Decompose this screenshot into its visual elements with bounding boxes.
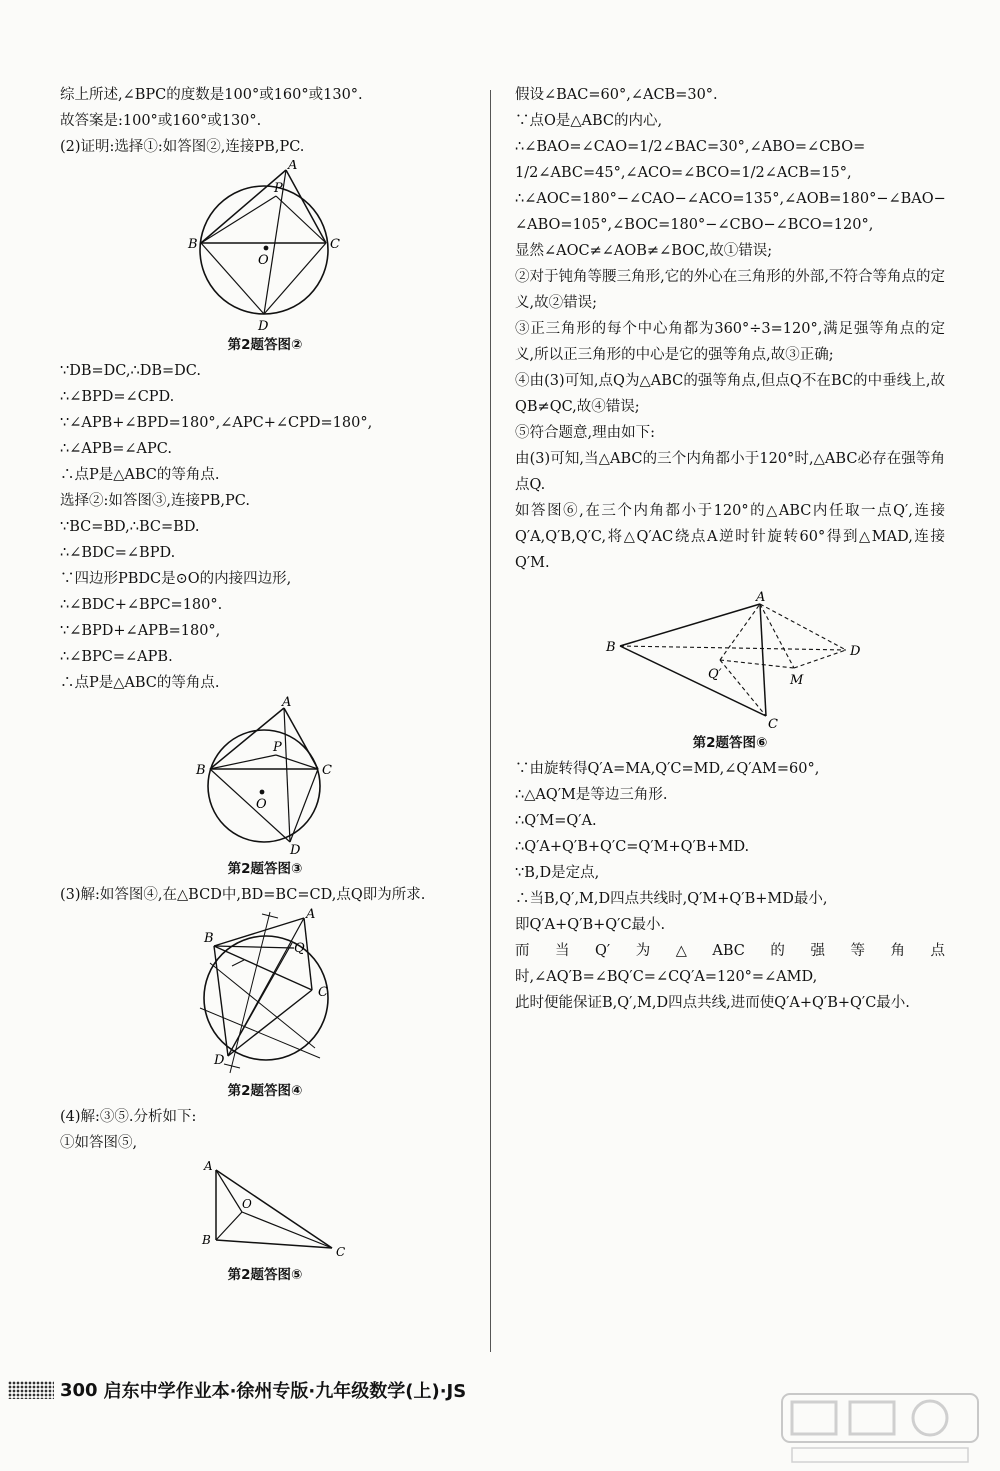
figure-2 — [170, 160, 360, 332]
text-line: ∴Q′A+Q′B+Q′C=Q′M+Q′B+MD. — [515, 839, 750, 855]
label-B: B — [606, 640, 616, 655]
page-footer — [8, 1373, 466, 1407]
label-C: C — [318, 985, 328, 1000]
label-C: C — [330, 237, 340, 252]
left-column — [60, 82, 470, 1288]
text-line: ∴△AQ′M是等边三角形. — [515, 787, 668, 803]
text-line: ∵∠BPD+∠APB=180°, — [60, 623, 221, 639]
label-O: O — [258, 253, 269, 268]
text-line: 故答案是:100°或160°或130°. — [60, 113, 262, 129]
text-line: 假设∠BAC=60°,∠ACB=30°. — [515, 87, 718, 103]
text-line: ①如答图⑤, — [60, 1135, 138, 1151]
label-C: C — [322, 763, 332, 778]
text-paragraph: ④由(3)可知,点Q为△ABC的强等角点,但点Q不在BC的中垂线上,故QB≠QC,故④错误; — [515, 373, 945, 415]
label-O: O — [256, 797, 267, 812]
text-line: ∵∠APB+∠BPD=180°,∠APC+∠CPD=180°, — [60, 415, 373, 431]
text-paragraph: 由(3)可知,当△ABC的三个内角都小于120°时,△ABC必存在强等角点Q. — [515, 451, 945, 493]
book-title: 启东中学作业本·徐州专版·九年级数学(上)·JS — [103, 1381, 467, 1402]
label-A: A — [204, 1159, 213, 1173]
label-D: D — [214, 1053, 225, 1068]
label-B: B — [196, 763, 206, 778]
text-paragraph: 而当Q′为△ABC的强等角点时,∠AQ′B=∠BQ′C=∠CQ′A=120°=∠AMD, — [515, 943, 945, 985]
label-B: B — [204, 931, 214, 946]
text-line: (4)解:③⑤.分析如下: — [60, 1109, 197, 1125]
column-divider — [490, 90, 491, 1352]
figure-6 — [580, 590, 880, 730]
text-line: (2)证明:选择①:如答图②,连接PB,PC. — [60, 139, 305, 155]
label-P: P — [274, 181, 283, 196]
text-paragraph: ②对于钝角等腰三角形,它的外心在三角形的外部,不符合等角点的定义,故②错误; — [515, 269, 945, 311]
label-A: A — [756, 590, 766, 605]
text-paragraph: ③正三角形的每个中心角都为360°÷3=120°,满足强等角点的定义,所以正三角形的中心是它的强等角点,故③正确; — [515, 321, 945, 363]
text-line: ∵四边形PBDC是⊙O的内接四边形, — [60, 571, 292, 587]
text-line: 即Q′A+Q′B+Q′C最小. — [515, 917, 666, 933]
text-line: ∵由旋转得Q′A=MA,Q′C=MD,∠Q′AM=60°, — [515, 761, 820, 777]
text-paragraph: 此时便能保证B,Q′,M,D四点共线,进而使Q′A+Q′B+Q′C最小. — [515, 995, 910, 1011]
text-line: ∴Q′M=Q′A. — [515, 813, 597, 829]
label-D: D — [258, 319, 269, 332]
label-A: A — [282, 696, 292, 710]
text-line: ∴点P是△ABC的等角点. — [60, 467, 220, 483]
watermark-logo — [780, 1392, 980, 1467]
text-line: ∵BC=BD,∴BC=BD. — [60, 519, 200, 535]
dot-pattern-icon — [8, 1381, 54, 1399]
figure-3 — [170, 696, 360, 856]
label-B: B — [202, 1233, 211, 1247]
text-line: 综上所述,∠BPC的度数是100°或160°或130°. — [60, 87, 363, 103]
figure-5 — [170, 1156, 360, 1262]
page-number: 300 — [60, 1379, 98, 1401]
label-D: D — [290, 843, 301, 856]
label-C: C — [336, 1245, 346, 1259]
text-line: ∵点O是△ABC的内心, — [515, 113, 663, 129]
text-line: ∵DB=DC,∴DB=DC. — [60, 363, 201, 379]
text-line: ∴当B,Q′,M,D四点共线时,Q′M+Q′B+MD最小, — [515, 891, 828, 907]
text-line: ∵B,D是定点, — [515, 865, 600, 881]
figure-caption: 第2题答图⑤ — [227, 1267, 303, 1283]
text-paragraph: 如答图⑥,在三个内角都小于120°的△ABC内任取一点Q′,连接Q′A,Q′B,Q′C,将△Q′AC绕点A逆时针旋转60°得到△MAD,连接Q′M. — [515, 503, 945, 571]
label-C: C — [768, 717, 778, 730]
text-line: ∴∠BAO=∠CAO=1/2∠BAC=30°,∠ABO=∠CBO= — [515, 139, 866, 155]
label-Q: Q — [294, 941, 305, 956]
figure-caption: 第2题答图④ — [227, 1083, 303, 1099]
text-line: 选择②:如答图③,连接PB,PC. — [60, 493, 250, 509]
label-O: O — [242, 1197, 252, 1211]
text-line: 1/2∠ABC=45°,∠ACO=∠BCO=1/2∠ACB=15°, — [515, 165, 852, 181]
label-A: A — [288, 160, 298, 173]
label-A: A — [306, 908, 316, 922]
text-line: ∠ABO=105°,∠BOC=180°−∠CBO−∠BCO=120°, — [515, 217, 874, 233]
label-B: B — [188, 237, 198, 252]
text-line: ∴点P是△ABC的等角点. — [60, 675, 220, 691]
text-line: ∴∠BDC+∠BPC=180°. — [60, 597, 223, 613]
figure-4 — [170, 908, 360, 1078]
text-line: 显然∠AOC≠∠AOB≠∠BOC,故①错误; — [515, 243, 773, 259]
label-Q-prime: Q′ — [708, 667, 722, 682]
figure-caption: 第2题答图⑥ — [692, 735, 768, 751]
figure-caption: 第2题答图② — [227, 337, 303, 353]
label-P: P — [273, 740, 282, 755]
right-column — [515, 82, 945, 1016]
text-line: ∴∠BPD=∠CPD. — [60, 389, 175, 405]
text-line: ∴∠AOC=180°−∠CAO−∠ACO=135°,∠AOB=180°−∠BAO− — [515, 191, 946, 207]
text-line: ∴∠BDC=∠BPD. — [60, 545, 176, 561]
figure-caption: 第2题答图③ — [227, 861, 303, 877]
text-line: ∴∠APB=∠APC. — [60, 441, 172, 457]
text-line: ⑤符合题意,理由如下: — [515, 425, 655, 441]
label-M: M — [790, 673, 804, 688]
text-line: (3)解:如答图④,在△BCD中,BD=BC=CD,点Q即为所求. — [60, 887, 426, 903]
text-line: ∴∠BPC=∠APB. — [60, 649, 173, 665]
label-D: D — [850, 644, 861, 659]
